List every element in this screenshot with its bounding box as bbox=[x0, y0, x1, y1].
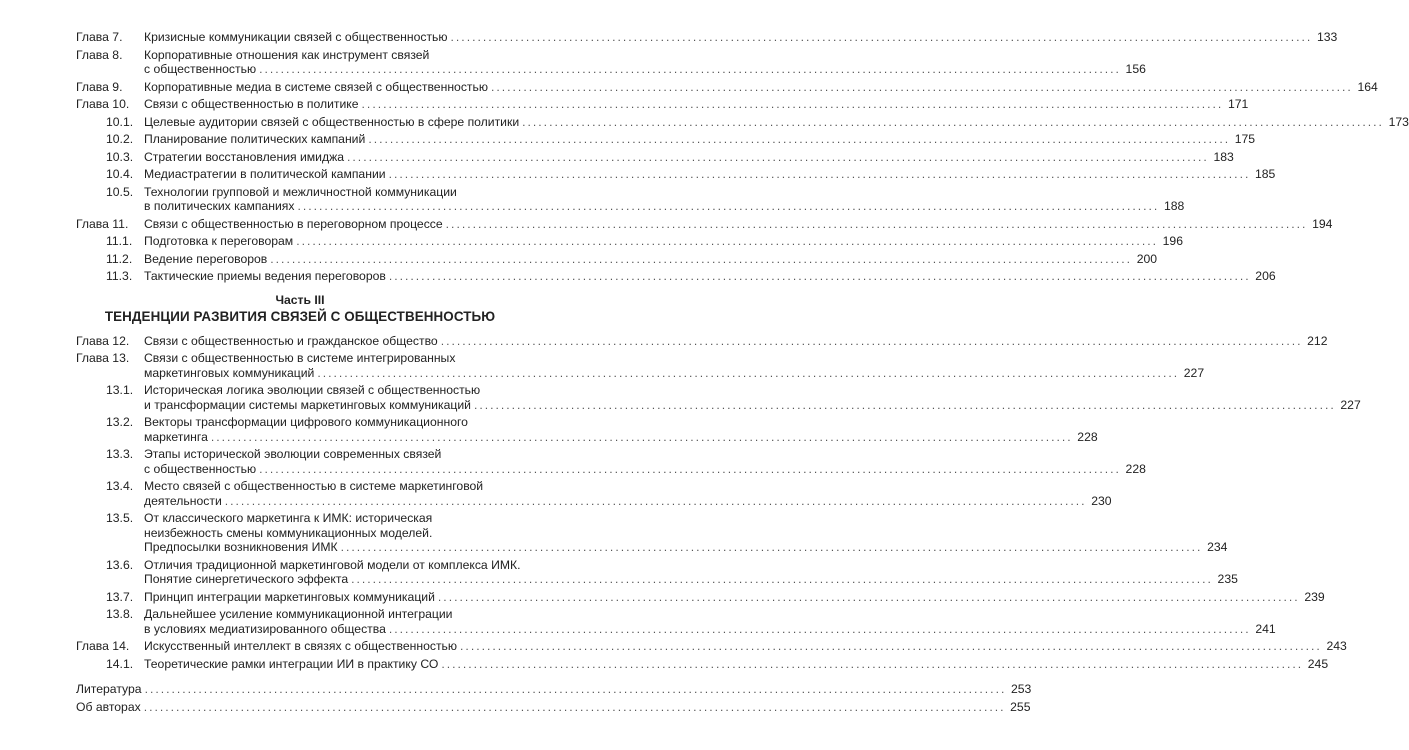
part-heading: ТЕНДЕНЦИИ РАЗВИТИЯ СВЯЗЕЙ С ОБЩЕСТВЕННОСТЬЮ bbox=[104, 309, 496, 324]
toc-entry-title: Векторы трансформации цифрового коммуникационного bbox=[144, 415, 468, 429]
toc-entry-number: 11.2. bbox=[106, 251, 133, 266]
dot-leader bbox=[259, 462, 1121, 477]
dot-leader bbox=[211, 430, 1073, 445]
toc-page-number: 234 bbox=[1207, 540, 1228, 554]
toc-entry-title: От классического маркетинга к ИМК: историческая bbox=[144, 511, 433, 525]
toc-entry-title: Подготовка к переговорам bbox=[144, 234, 294, 248]
toc-page-number: 228 bbox=[1077, 429, 1098, 444]
toc-page-number: 173 bbox=[1388, 114, 1409, 129]
toc-entry-title: в политических кампаниях bbox=[144, 199, 295, 213]
toc-entry-title: Место связей с общественностью в системе маркетинговой bbox=[144, 479, 484, 493]
toc-entry[interactable] bbox=[0, 351, 1205, 380]
toc-entry-title: Медиастратегии в политической кампании bbox=[144, 167, 386, 181]
part-title: Часть III bbox=[275, 292, 325, 307]
toc-entry-number: 11.1. bbox=[106, 234, 133, 248]
toc-entry[interactable] bbox=[0, 447, 1146, 476]
toc-entry[interactable] bbox=[0, 682, 1032, 697]
toc-entry-number: 10.1. bbox=[106, 114, 134, 129]
toc-entry[interactable] bbox=[0, 656, 1329, 672]
toc-page-number: 227 bbox=[1340, 397, 1361, 412]
toc-entry-title: Ведение переговоров bbox=[144, 251, 268, 266]
toc-entry-title: Кризисные коммуникации связей с общественностью bbox=[144, 30, 448, 44]
toc-entry-title: Тактические приемы ведения переговоров bbox=[144, 269, 386, 283]
toc-entry[interactable] bbox=[0, 30, 1338, 45]
toc-entry[interactable] bbox=[0, 333, 1328, 349]
toc-part-2-entries bbox=[0, 30, 1409, 284]
toc-entry-number: 13.1. bbox=[106, 383, 134, 397]
dot-leader bbox=[451, 30, 1313, 45]
toc-entry[interactable] bbox=[0, 132, 1256, 147]
dot-leader bbox=[341, 540, 1203, 555]
dot-leader bbox=[389, 167, 1251, 182]
toc-page-number: 133 bbox=[1316, 30, 1338, 44]
dot-leader bbox=[270, 252, 1132, 267]
toc-entry[interactable] bbox=[0, 479, 1112, 508]
toc-entry[interactable] bbox=[0, 251, 1158, 267]
toc-page-number: 243 bbox=[1326, 639, 1347, 653]
toc-entry-number: 10.4. bbox=[106, 167, 134, 181]
toc-entry-number: 10.2. bbox=[106, 132, 134, 146]
toc-entry-title: деятельности bbox=[144, 493, 222, 508]
toc-entry[interactable] bbox=[0, 79, 1378, 95]
toc-page-number: 253 bbox=[1011, 682, 1032, 696]
toc-entry-title: Связи с общественностью в системе интегрированных bbox=[144, 351, 456, 365]
toc-entry-title: Связи с общественностью и гражданское общество bbox=[144, 333, 438, 348]
toc-entry-title: Понятие синергетического эффекта bbox=[144, 572, 349, 586]
toc-entry-number: 13.4. bbox=[106, 479, 134, 493]
toc-entry[interactable] bbox=[0, 97, 1249, 112]
toc-entry-title: Планирование политических кампаний bbox=[144, 132, 366, 146]
toc-page-number: 239 bbox=[1304, 589, 1325, 604]
toc-entry-title: Связи с общественностью в политике bbox=[144, 97, 359, 111]
toc-entry-title: маркетинговых коммуникаций bbox=[144, 365, 315, 380]
dot-leader bbox=[317, 366, 1179, 381]
toc-entry-title: в условиях медиатизированного общества bbox=[144, 621, 386, 636]
toc-entry[interactable] bbox=[0, 216, 1333, 232]
toc-entry[interactable] bbox=[0, 511, 1228, 555]
dot-leader bbox=[389, 622, 1251, 637]
toc-page-number: 183 bbox=[1213, 149, 1234, 164]
toc-page-number: 228 bbox=[1125, 461, 1146, 476]
toc-page-number: 196 bbox=[1162, 234, 1183, 248]
toc-part-3-entries bbox=[0, 333, 1361, 672]
divider bbox=[0, 674, 600, 682]
toc-page-number: 235 bbox=[1217, 572, 1238, 586]
toc-entry-title: Технологии групповой и межличностной коммуникации bbox=[144, 184, 457, 199]
toc-page-number: 200 bbox=[1136, 251, 1158, 266]
toc-entry-number: 13.8. bbox=[106, 607, 134, 621]
toc-entry-title: Теоретические рамки интеграции ИИ в практику СО bbox=[144, 656, 439, 671]
toc-entry[interactable] bbox=[0, 589, 1325, 605]
toc-entry[interactable] bbox=[0, 269, 1276, 284]
toc-entry-title: Стратегии восстановления имиджа bbox=[144, 149, 345, 164]
dot-leader bbox=[145, 682, 1007, 697]
dot-leader bbox=[362, 97, 1224, 112]
toc-entry-title: Корпоративные медиа в системе связей с общественностью bbox=[144, 79, 488, 94]
toc-page-number: 194 bbox=[1312, 216, 1333, 231]
toc-entry-number: 10.3. bbox=[106, 149, 134, 164]
toc-entry-title: Об авторах bbox=[76, 699, 141, 714]
toc-entry-number: 10.5. bbox=[106, 184, 134, 199]
toc-backmatter bbox=[0, 682, 1032, 714]
toc-entry-title: Дальнейшее усиление коммуникационной интеграции bbox=[144, 607, 453, 621]
dot-leader bbox=[441, 334, 1303, 349]
toc-entry-title: маркетинга bbox=[144, 429, 208, 444]
dot-leader bbox=[368, 132, 1230, 147]
toc-entry-title: и трансформации системы маркетинговых коммуникаций bbox=[144, 397, 471, 412]
dot-leader bbox=[460, 639, 1322, 654]
dot-leader bbox=[351, 572, 1213, 587]
toc-entry-number: 13.6. bbox=[106, 557, 134, 572]
toc-entry-title: Связи с общественностью в переговорном процессе bbox=[144, 216, 443, 231]
toc-entry-title: Этапы исторической эволюции современных связей bbox=[144, 447, 442, 461]
toc-entry[interactable] bbox=[0, 557, 1238, 587]
toc-entry-title: Целевые аудитории связей с общественностью в сфере политики bbox=[144, 114, 520, 129]
toc-entry[interactable] bbox=[0, 234, 1183, 249]
toc-entry-number: Глава 7. bbox=[76, 30, 123, 44]
toc-entry-title: Принцип интеграции маркетинговых коммуникаций bbox=[144, 589, 435, 604]
toc-entry-number: 11.3. bbox=[106, 269, 133, 283]
dot-leader bbox=[144, 700, 1006, 715]
dot-leader bbox=[225, 494, 1087, 509]
toc-entry[interactable] bbox=[0, 167, 1276, 182]
toc-entry[interactable] bbox=[0, 699, 1031, 715]
toc-page-number: 175 bbox=[1234, 132, 1256, 146]
toc-entry-number: Глава 11. bbox=[76, 216, 129, 231]
dot-leader bbox=[522, 115, 1384, 130]
toc-entry[interactable] bbox=[0, 114, 1409, 130]
toc-entry[interactable] bbox=[0, 607, 1276, 636]
toc-page-number: 171 bbox=[1227, 97, 1249, 111]
toc-entry-number: 13.7. bbox=[106, 589, 134, 604]
toc-entry-number: 13.5. bbox=[106, 511, 134, 525]
toc-entry-title: неизбежность смены коммуникационных моделей. bbox=[144, 525, 433, 540]
dot-leader bbox=[441, 657, 1303, 672]
toc-entry[interactable] bbox=[0, 383, 1361, 412]
dot-leader bbox=[438, 590, 1300, 605]
toc-page-number: 212 bbox=[1307, 333, 1328, 348]
toc-page-number: 227 bbox=[1183, 365, 1205, 380]
toc-entry-number: 14.1. bbox=[106, 656, 134, 671]
toc-page-number: 255 bbox=[1010, 699, 1031, 714]
toc-entry-title: Историческая логика эволюции связей с общественностью bbox=[144, 383, 481, 397]
toc-page-number: 185 bbox=[1255, 167, 1276, 181]
toc-entry-title: Искусственный интеллект в связях с общественностью bbox=[144, 639, 458, 653]
toc-entry-title: Литература bbox=[76, 682, 142, 696]
toc-page-number: 188 bbox=[1163, 199, 1185, 213]
toc-entry-title: Предпосылки возникновения ИМК bbox=[144, 540, 338, 554]
toc-entry-title: с общественностью bbox=[144, 461, 257, 476]
toc-entry[interactable] bbox=[0, 639, 1347, 654]
toc-entry-title: Корпоративные отношения как инструмент связей bbox=[144, 47, 430, 62]
toc-page-number: 164 bbox=[1357, 79, 1378, 94]
dot-leader bbox=[296, 234, 1158, 249]
toc-entry-number: Глава 10. bbox=[76, 97, 130, 111]
dot-leader bbox=[259, 62, 1121, 77]
toc-entry-number: Глава 8. bbox=[76, 47, 123, 62]
toc-entry[interactable] bbox=[0, 184, 1185, 214]
toc-entry-number: 13.2. bbox=[106, 415, 134, 429]
toc-entry-number: Глава 13. bbox=[76, 351, 130, 365]
toc-page-number: 206 bbox=[1255, 269, 1276, 283]
dot-leader bbox=[389, 269, 1251, 284]
toc-entry[interactable] bbox=[0, 149, 1234, 165]
toc-entry-number: Глава 12. bbox=[76, 333, 130, 348]
toc-page-number: 230 bbox=[1091, 493, 1112, 508]
dot-leader bbox=[491, 80, 1353, 95]
toc-page-number: 156 bbox=[1125, 62, 1146, 76]
dot-leader bbox=[298, 199, 1160, 214]
toc-entry[interactable] bbox=[0, 415, 1098, 444]
toc-entry-number: Глава 14. bbox=[76, 639, 130, 653]
toc-page-number: 245 bbox=[1307, 656, 1329, 671]
toc-entry-title: с общественностью bbox=[144, 62, 257, 76]
dot-leader bbox=[446, 217, 1308, 232]
toc-entry[interactable] bbox=[0, 47, 1146, 77]
toc-entry-title: Отличия традиционной маркетинговой модели от комплекса ИМК. bbox=[144, 557, 521, 572]
dot-leader bbox=[347, 150, 1209, 165]
dot-leader bbox=[474, 398, 1336, 413]
toc-entry-number: 13.3. bbox=[106, 447, 134, 461]
toc-entry-number: Глава 9. bbox=[76, 79, 123, 94]
toc-page-number: 241 bbox=[1255, 621, 1276, 636]
